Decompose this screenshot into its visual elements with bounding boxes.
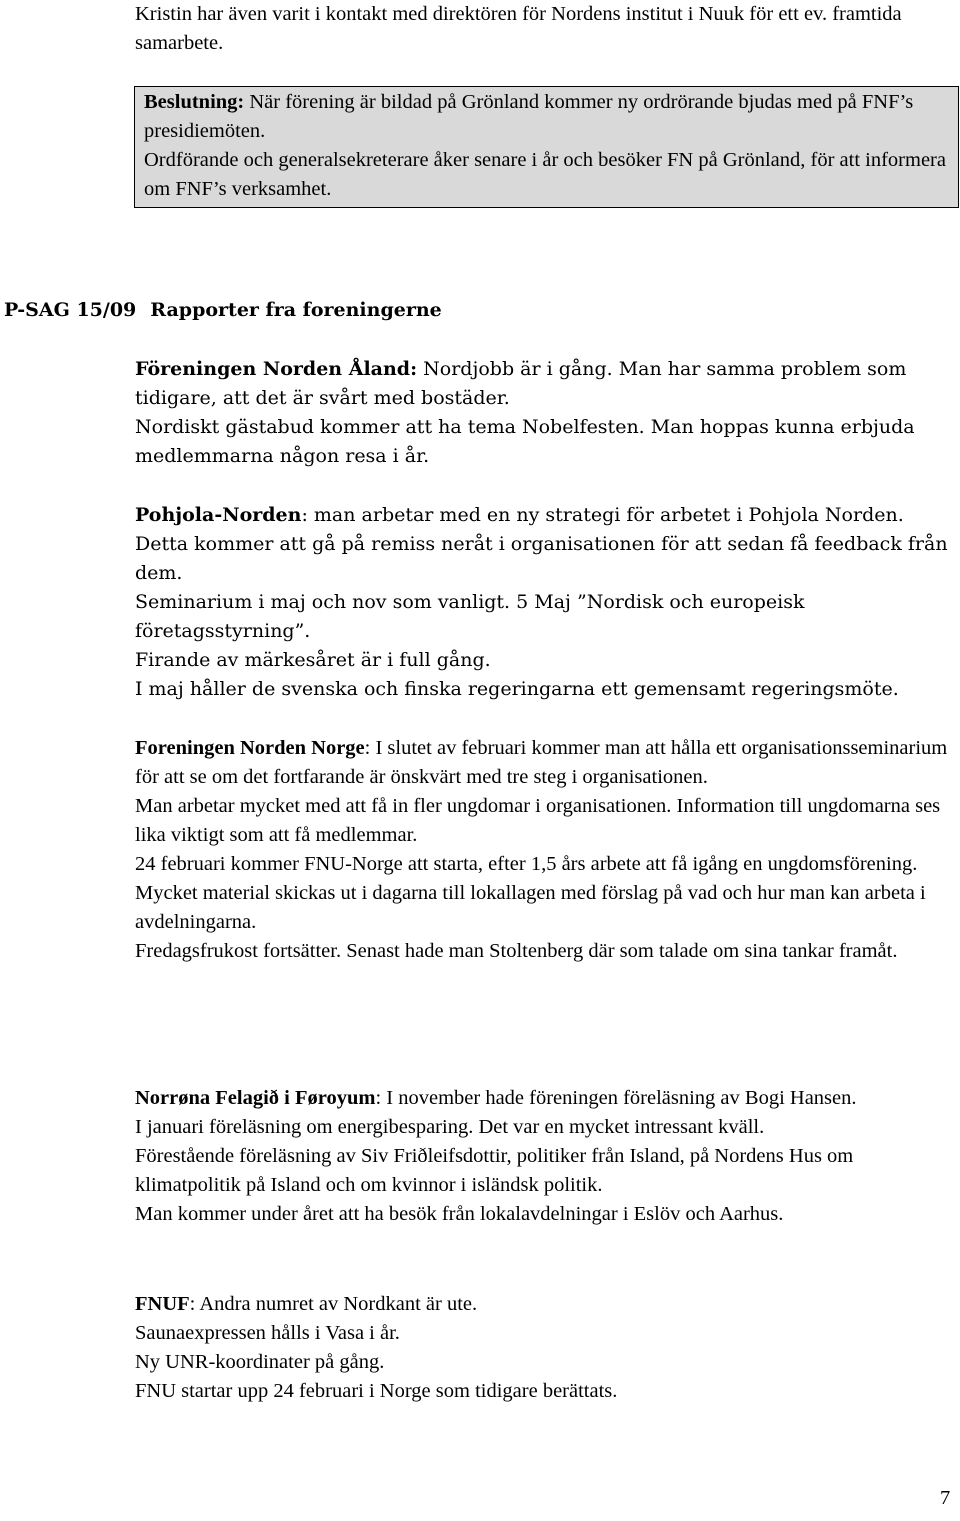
section-title: Rapporter fra foreningerne bbox=[150, 299, 442, 321]
section-heading bbox=[4, 296, 442, 325]
fnuf-line-2: Saunaexpressen hålls i Vasa i år. bbox=[135, 1322, 400, 1344]
norge-line-5: Fredagsfrukost fortsätter. Senast hade man Stoltenberg där som talade om sina tankar framåt. bbox=[135, 940, 898, 962]
fnuf-line-4: FNU startar upp 24 februari i Norge som tidigare berättats. bbox=[135, 1380, 618, 1402]
foroyum-line-2: I januari föreläsning om energibesparing. Det var en mycket intressant kväll. bbox=[135, 1116, 765, 1138]
foroyum-line-4: Man kommer under året att ha besök från lokalavdelningar i Eslöv och Aarhus. bbox=[135, 1203, 784, 1225]
decision-line-1 bbox=[144, 88, 950, 146]
decision-text-1: När förening är bildad på Grönland kommer ny ordrörande bjudas med på FNF’s presidiemöten. bbox=[144, 91, 914, 142]
aland-text-1: Nordjobb är i gång. Man har samma problem som tidigare, att det är svårt med bostäder. bbox=[135, 358, 907, 409]
pohjola-line-2: Seminarium i maj och nov som vanligt. 5 Maj ”Nordisk och europeisk företagsstyrning”. bbox=[135, 591, 805, 642]
page-number: 7 bbox=[940, 1487, 951, 1509]
section-number: P-SAG 15/09 bbox=[4, 299, 137, 321]
pohjola-text-1: : man arbetar med en ny strategi för arbetet i Pohjola Norden. Detta kommer att gå på remiss neråt i organisationen för att sedan få feedback från dem. bbox=[135, 504, 948, 584]
pohjola-line-1 bbox=[135, 501, 955, 588]
pohjola-label: Pohjola-Norden bbox=[135, 504, 302, 526]
report-norge bbox=[135, 734, 955, 966]
decision-label: Beslutning: bbox=[144, 91, 245, 113]
decision-box bbox=[134, 86, 959, 208]
foroyum-line-3: Förestående föreläsning av Siv Friðleifsdottir, politiker från Island, på Nordens Hus om klimatpolitik på Island och om kvinnor i isländsk politik. bbox=[135, 1145, 854, 1196]
fnuf-line-1 bbox=[135, 1290, 955, 1319]
aland-line-2: Nordiskt gästabud kommer att ha tema Nobelfesten. Man hoppas kunna erbjuda medlemmarna någon resa i år. bbox=[135, 416, 915, 467]
norge-line-4: Mycket material skickas ut i dagarna till lokallagen med förslag på vad och hur man kan arbeta i avdelningarna. bbox=[135, 882, 926, 933]
report-fnuf bbox=[135, 1290, 955, 1406]
decision-text-2: Ordförande och generalsekreterare åker senare i år och besöker FN på Grönland, för att informera om FNF’s verksamhet. bbox=[144, 149, 946, 200]
pohjola-line-4: I maj håller de svenska och finska regeringarna ett gemensamt regeringsmöte. bbox=[135, 678, 899, 700]
report-aland bbox=[135, 355, 955, 471]
report-foroyum bbox=[135, 1084, 955, 1229]
pohjola-line-3: Firande av märkesåret är i full gång. bbox=[135, 649, 491, 671]
norge-line-3: 24 februari kommer FNU-Norge att starta, efter 1,5 års arbete att få igång en ungdomsförening. bbox=[135, 853, 918, 875]
norge-line-1 bbox=[135, 734, 955, 792]
norge-label: Foreningen Norden Norge bbox=[135, 737, 365, 759]
foroyum-line-1 bbox=[135, 1084, 955, 1113]
report-pohjola bbox=[135, 501, 955, 704]
intro-paragraph bbox=[135, 0, 935, 58]
foroyum-text-1: : I november hade föreningen föreläsning av Bogi Hansen. bbox=[375, 1087, 857, 1109]
fnuf-text-1: : Andra numret av Nordkant är ute. bbox=[189, 1293, 478, 1315]
norge-line-2: Man arbetar mycket med att få in fler ungdomar i organisationen. Information till ungdomarna ses lika viktigt som att få medlemmar. bbox=[135, 795, 941, 846]
fnuf-line-3: Ny UNR-koordinater på gång. bbox=[135, 1351, 385, 1373]
norge-text-1: : I slutet av februari kommer man att hålla ett organisationsseminarium för att se om det fortfarande är önskvärt med tre steg i organisationen. bbox=[135, 737, 948, 788]
foroyum-label: Norrøna Felagið i Føroyum bbox=[135, 1087, 376, 1109]
aland-line-1 bbox=[135, 355, 955, 413]
fnuf-label: FNUF bbox=[135, 1293, 190, 1315]
aland-label: Föreningen Norden Åland: bbox=[135, 358, 418, 380]
intro-text: Kristin har även varit i kontakt med direktören för Nordens institut i Nuuk för ett ev. framtida samarbete. bbox=[135, 3, 902, 54]
